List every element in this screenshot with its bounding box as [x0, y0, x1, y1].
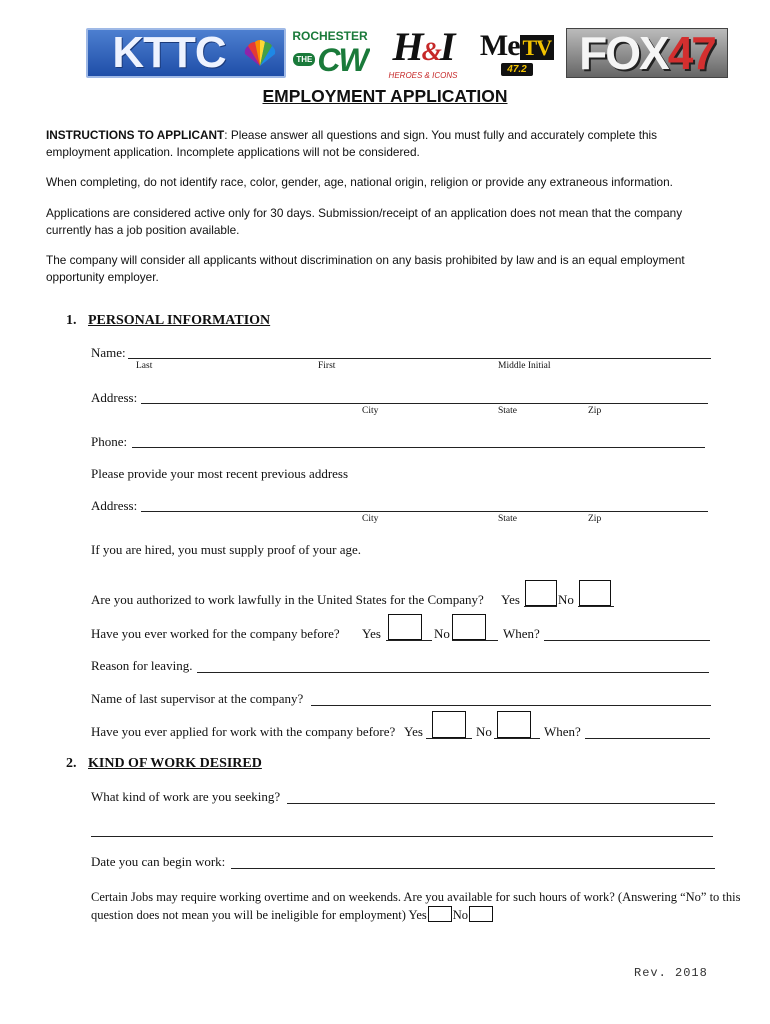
work-seeking-field-line-2[interactable] [91, 836, 713, 837]
applied-before-no-checkbox[interactable] [497, 711, 531, 738]
name-last-caption: Last [136, 361, 153, 371]
instructions-paragraph-2: When completing, do not identify race, color, gender, age, national origin, religion or provide any extraneous information. [46, 175, 673, 189]
authorized-yes-label: Yes [501, 592, 520, 607]
name-field[interactable] [128, 358, 711, 359]
authorized-yes-underline [524, 606, 557, 607]
heroes-icons-logo [378, 28, 468, 80]
metv-logo-channel: 47.2 [501, 63, 532, 76]
revision-label: Rev. 2018 [634, 966, 708, 980]
overtime-yes-checkbox[interactable] [428, 906, 452, 922]
worked-before-no-checkbox[interactable] [452, 614, 486, 640]
previous-address-field[interactable] [141, 511, 708, 512]
authorized-question: Are you authorized to work lawfully in the United States for the Company? [91, 592, 484, 607]
section-1-title: PERSONAL INFORMATION [88, 313, 271, 328]
reason-leaving-label: Reason for leaving. [91, 658, 193, 673]
applied-before-when-label: When? [544, 724, 581, 739]
address-label: Address: [91, 390, 138, 405]
cw-logo-mark: CW [317, 41, 367, 78]
previous-address-label: Address: [91, 498, 138, 513]
section-2-heading [66, 756, 262, 772]
instructions-paragraph [46, 127, 706, 160]
worked-before-no-underline [452, 640, 498, 641]
metv-logo [473, 30, 561, 76]
worked-before-when-label: When? [503, 626, 540, 641]
hi-logo-h: H [392, 28, 422, 69]
instructions-text: : Please answer all questions and sign. You must fully and accurately complete this employment application. Incomplete applications will not be considered. [46, 128, 658, 159]
worked-before-question: Have you ever worked for the company before? [91, 626, 340, 641]
supervisor-label: Name of last supervisor at the company? [91, 691, 304, 706]
page-title: EMPLOYMENT APPLICATION [262, 86, 508, 106]
previous-address-prompt: Please provide your most recent previous address [91, 466, 349, 481]
fox-logo-text: FOX [579, 28, 668, 78]
overtime-yes-label: Yes [408, 908, 427, 922]
section-1-number: 1. [66, 313, 77, 328]
cw-logo-city: ROCHESTER [292, 28, 368, 43]
cw-logo [290, 28, 370, 78]
overtime-no-checkbox[interactable] [469, 906, 493, 922]
hi-logo-subtitle: HEROES & ICONS [388, 70, 458, 80]
worked-before-yes-underline [386, 640, 432, 641]
age-proof-notice: If you are hired, you must supply proof of your age. [91, 542, 362, 557]
applied-before-yes-label: Yes [404, 724, 423, 739]
authorized-yes-checkbox[interactable] [525, 580, 557, 606]
previous-state-caption: State [498, 514, 517, 524]
applied-before-question: Have you ever applied for work with the company before? [91, 724, 396, 739]
phone-label: Phone: [91, 434, 128, 449]
address-zip-caption: Zip [588, 406, 602, 416]
reason-leaving-field[interactable] [197, 672, 709, 673]
address-field[interactable] [141, 403, 708, 404]
worked-before-when-field[interactable] [544, 640, 710, 641]
overtime-no-label: No [452, 908, 469, 922]
fox-logo-number: 47 [667, 28, 715, 78]
instructions-label: INSTRUCTIONS TO APPLICANT [46, 128, 225, 142]
hi-logo-amp: & [421, 36, 440, 66]
name-first-caption: First [318, 361, 336, 371]
name-middle-caption: Middle Initial [498, 361, 551, 371]
overtime-question-block [91, 888, 756, 924]
metv-logo-me: Me [479, 30, 520, 62]
previous-zip-caption: Zip [588, 514, 602, 524]
previous-city-caption: City [362, 514, 379, 524]
authorized-no-checkbox[interactable] [579, 580, 611, 606]
hi-logo-i: I [439, 28, 454, 69]
applied-before-no-label: No [476, 724, 492, 739]
authorized-no-label: No [558, 592, 574, 607]
overtime-question: Certain Jobs may require working overtime and on weekends. Are you available for such hours of work? (Answering “No” to this question does not mean you will be ineligible for employment) [91, 890, 741, 922]
begin-date-field[interactable] [231, 868, 715, 869]
worked-before-no-label: No [434, 626, 450, 641]
metv-logo-tv: TV [520, 35, 555, 60]
section-2-number: 2. [66, 756, 77, 771]
applied-before-yes-checkbox[interactable] [432, 711, 466, 738]
worked-before-yes-checkbox[interactable] [388, 614, 422, 640]
section-2-title: KIND OF WORK DESIRED [88, 756, 262, 771]
begin-date-label: Date you can begin work: [91, 854, 226, 869]
instructions-paragraph-4: The company will consider all applicants without discrimination on any basis prohibited by law and is an equal employment opportunity employer. [46, 253, 685, 284]
address-city-caption: City [362, 406, 379, 416]
name-label: Name: [91, 345, 126, 360]
cw-logo-the: THE [293, 53, 315, 66]
worked-before-yes-label: Yes [362, 626, 381, 641]
supervisor-field[interactable] [311, 705, 711, 706]
instructions-paragraph-3: Applications are considered active only for 30 days. Submission/receipt of an application does not mean that the company currently has a job position available. [46, 206, 683, 237]
phone-field[interactable] [132, 447, 705, 448]
address-state-caption: State [498, 406, 517, 416]
authorized-no-underline [578, 606, 614, 607]
work-seeking-label: What kind of work are you seeking? [91, 789, 281, 804]
applied-before-yes-underline [426, 738, 472, 739]
kttc-logo-text: KTTC [112, 28, 226, 77]
section-1-heading [66, 313, 270, 329]
fox47-logo [566, 28, 728, 78]
applied-before-no-underline [494, 738, 540, 739]
work-seeking-field[interactable] [287, 803, 715, 804]
applied-before-when-field[interactable] [585, 738, 710, 739]
kttc-logo [86, 28, 286, 78]
peacock-icon [242, 36, 278, 72]
